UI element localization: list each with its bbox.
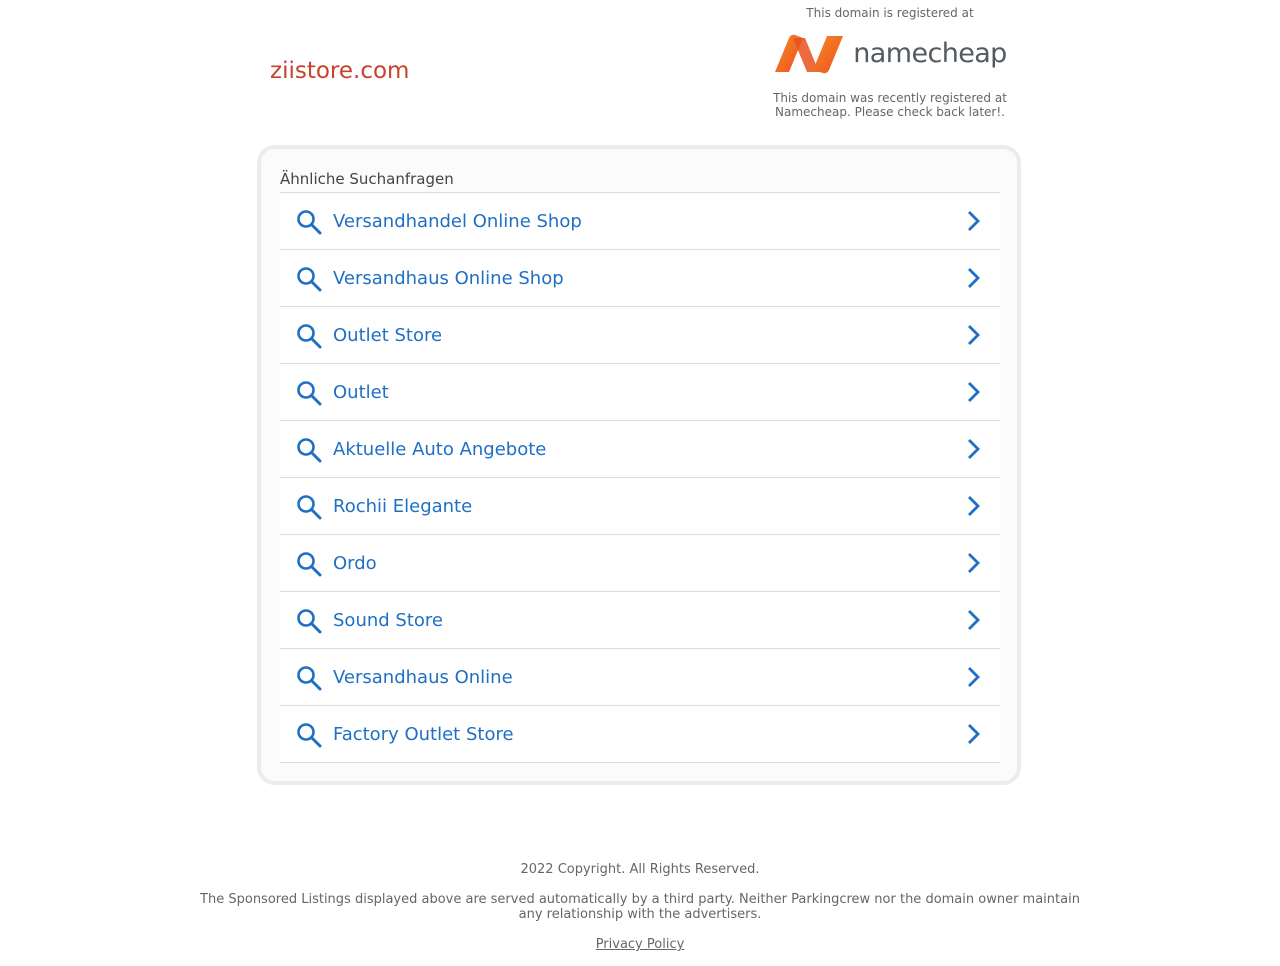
search-result-label[interactable]: Outlet [333,382,389,403]
domain-name: ziistore.com [270,58,410,84]
search-result-item[interactable] [280,421,1000,478]
namecheap-wordmark: namecheap [853,38,1007,69]
chevron-right-icon [965,495,983,517]
search-icon [296,722,322,748]
search-icon [296,551,322,577]
search-result-label[interactable]: Ordo [333,553,377,574]
chevron-right-icon [965,438,983,460]
search-result-item[interactable] [280,706,1000,763]
search-result-item[interactable] [280,307,1000,364]
registrar-note: This domain was recently registered at Namecheap. Please check back later!. [773,91,1007,119]
search-result-label[interactable]: Factory Outlet Store [333,724,514,745]
search-icon [296,665,322,691]
related-searches-list [280,192,1000,763]
search-icon [296,266,322,292]
search-icon [296,209,322,235]
footer [0,862,1280,953]
chevron-right-icon [965,210,983,232]
search-result-label[interactable]: Versandhaus Online Shop [333,268,564,289]
search-result-item[interactable] [280,592,1000,649]
privacy-policy-link[interactable]: Privacy Policy [595,937,685,952]
chevron-right-icon [965,609,983,631]
chevron-right-icon [965,666,983,688]
search-icon [296,380,322,406]
search-result-item[interactable] [280,649,1000,706]
chevron-right-icon [965,723,983,745]
search-result-label[interactable]: Rochii Elegante [333,496,473,517]
search-result-label[interactable]: Aktuelle Auto Angebote [333,439,547,460]
copyright-text: 2022 Copyright. All Rights Reserved. [520,862,760,877]
search-icon [296,608,322,634]
chevron-right-icon [965,381,983,403]
related-searches-title: Ähnliche Suchanfragen [280,170,454,188]
search-result-label[interactable]: Versandhandel Online Shop [333,211,582,232]
search-result-label[interactable]: Versandhaus Online [333,667,513,688]
registrar-panel [760,6,1020,119]
related-searches-box [257,145,1021,785]
sponsored-disclaimer: The Sponsored Listings displayed above are served automatically by a third party. Neither Parkingcrew nor the domain owner maintain any relationship with the advertisers. [200,892,1080,922]
search-result-item[interactable] [280,478,1000,535]
search-result-item[interactable] [280,535,1000,592]
chevron-right-icon [965,324,983,346]
chevron-right-icon [965,267,983,289]
search-result-label[interactable]: Outlet Store [333,325,443,346]
search-result-item[interactable] [280,193,1000,250]
search-icon [296,494,322,520]
registrar-intro: This domain is registered at [806,6,974,20]
search-icon [296,323,322,349]
namecheap-logo-icon [773,34,845,74]
namecheap-logo[interactable] [760,34,1020,74]
search-result-item[interactable] [280,250,1000,307]
search-result-item[interactable] [280,364,1000,421]
search-icon [296,437,322,463]
chevron-right-icon [965,552,983,574]
search-result-label[interactable]: Sound Store [333,610,443,631]
